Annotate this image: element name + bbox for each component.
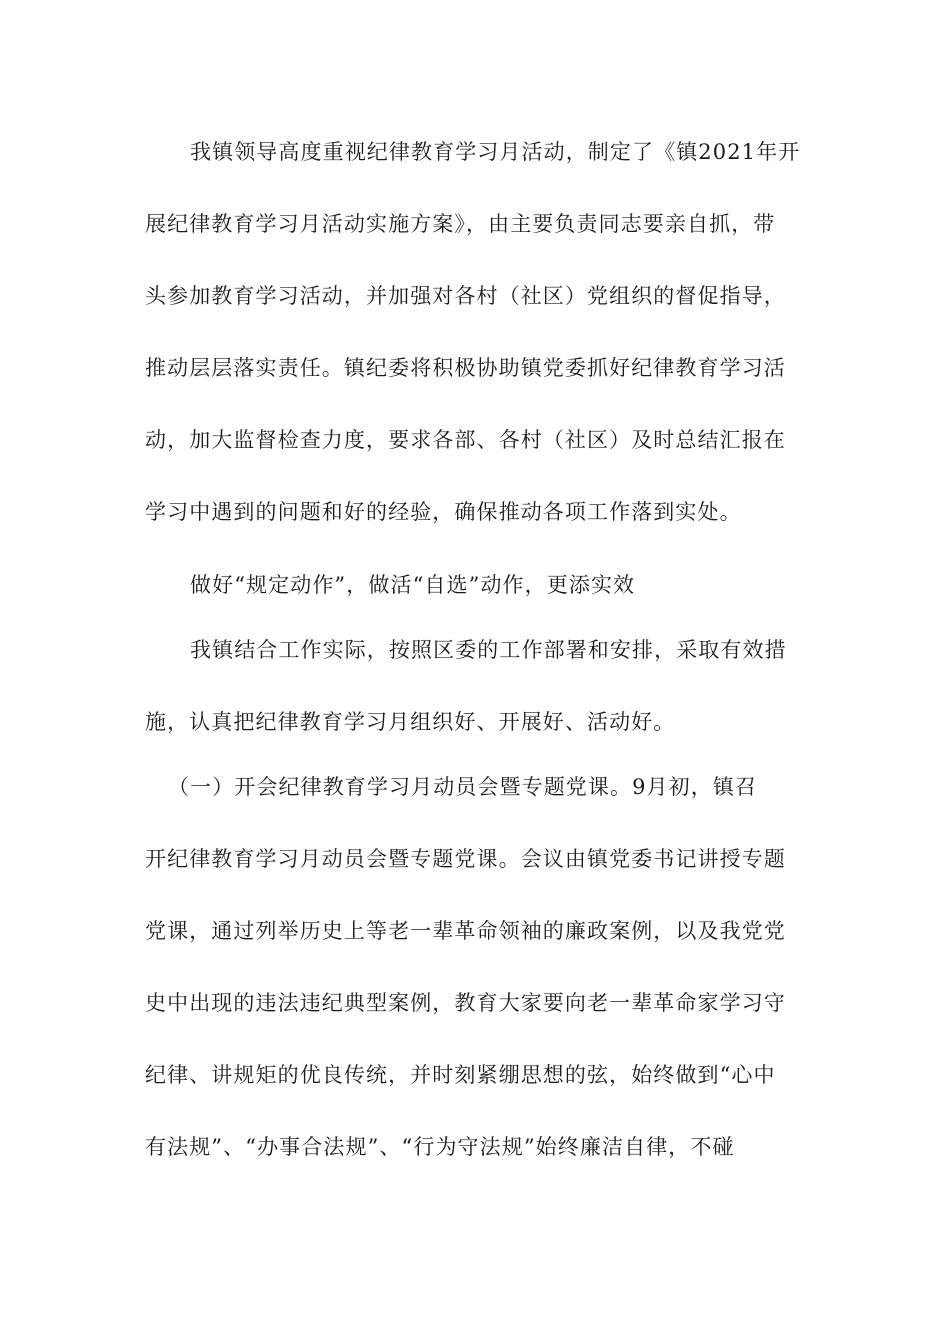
paragraph-3-line-4: 史中出现的违法违纪典型案例，教育大家要向老一辈革命家学习守: [145, 991, 786, 1015]
paragraph-2-line-2: 施，认真把纪律教育学习月组织好、开展好、活动好。: [145, 710, 676, 734]
paragraph-1-line-1: 我镇领导高度重视纪律教育学习月活动，制定了《镇2021年开: [190, 140, 801, 164]
paragraph-1-line-6: 学习中遇到的问题和好的经验，确保推动各项工作落到实处。: [145, 500, 742, 524]
paragraph-2-line-1: 我镇结合工作实际，按照区委的工作部署和安排，采取有效措: [190, 638, 787, 662]
paragraph-1-line-5: 动，加大监督检查力度，要求各部、各村（社区）及时总结汇报在: [145, 428, 786, 452]
paragraph-1-line-4: 推动层层落实责任。镇纪委将积极协助镇党委抓好纪律教育学习活: [145, 356, 786, 380]
paragraph-3-line-2: 开纪律教育学习月动员会暨专题党课。会议由镇党委书记讲授专题: [145, 847, 786, 871]
paragraph-3-line-5: 纪律、讲规矩的优良传统，并时刻紧绷思想的弦，始终做到“心中: [145, 1063, 776, 1087]
paragraph-3-line-1: （一）开会纪律教育学习月动员会暨专题党课。9月初，镇召: [168, 775, 758, 799]
paragraph-3-line-6: 有法规”、“办事合法规”、“行为守法规”始终廉洁自律，不碰: [145, 1135, 735, 1159]
section-heading: 做好“规定动作”，做活“自选”动作，更添实效: [190, 573, 636, 597]
paragraph-3-line-3: 党课，通过列举历史上等老一辈革命领袖的廉政案例，以及我党党: [145, 919, 786, 943]
paragraph-1-line-2: 展纪律教育学习月活动实施方案》，由主要负责同志要亲自抓，带: [145, 212, 776, 236]
paragraph-1-line-3: 头参加教育学习活动，并加强对各村（社区）党组织的督促指导，: [145, 284, 786, 308]
